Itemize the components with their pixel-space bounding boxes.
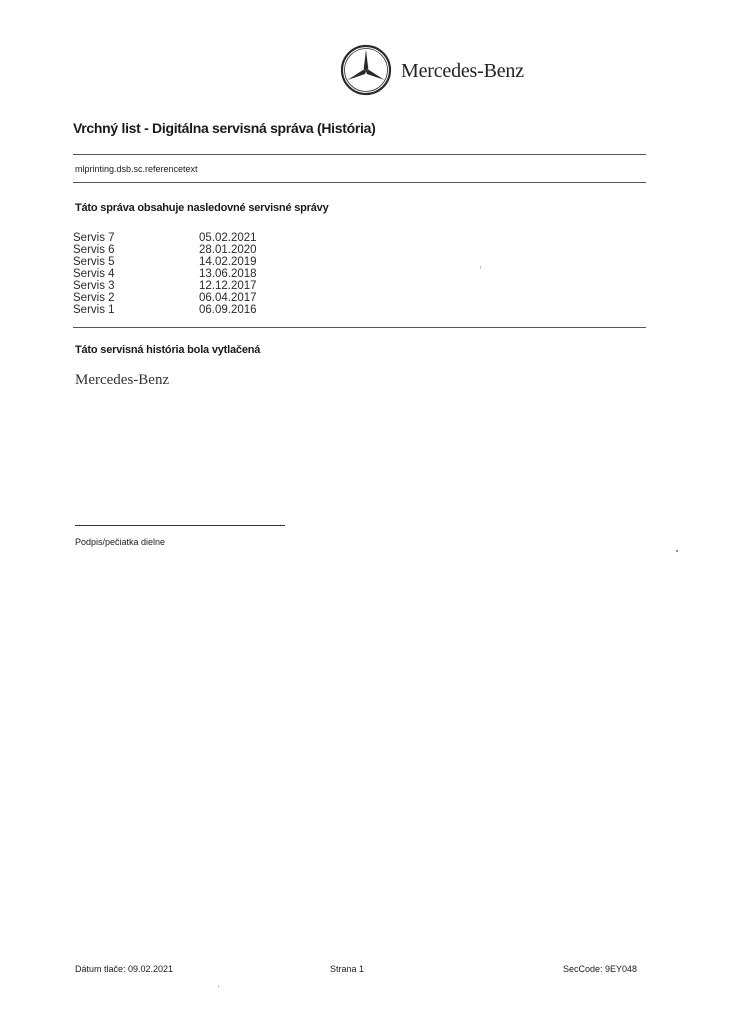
list-item	[73, 280, 373, 292]
sec-code: SecCode: 9EY048	[563, 964, 638, 974]
list-item	[73, 256, 373, 268]
services-list	[73, 232, 373, 316]
scan-speck	[480, 266, 481, 269]
service-date: 05.02.2021	[199, 232, 257, 244]
divider	[73, 182, 646, 183]
reference-text: mlprinting.dsb.sc.referencetext	[75, 164, 198, 174]
mercedes-star-icon	[340, 44, 392, 96]
divider	[73, 154, 646, 155]
service-date: 06.09.2016	[199, 304, 257, 316]
service-date: 12.12.2017	[199, 280, 257, 292]
service-name: Servis 4	[73, 268, 115, 280]
list-item	[73, 268, 373, 280]
signature-label: Podpis/pečiatka dielne	[75, 537, 166, 547]
service-name: Servis 6	[73, 244, 115, 256]
list-item	[73, 292, 373, 304]
printed-by: Mercedes-Benz	[75, 372, 170, 388]
divider	[73, 327, 646, 328]
service-name: Servis 2	[73, 292, 115, 304]
service-date: 13.06.2018	[199, 268, 257, 280]
scan-speck	[676, 550, 678, 552]
printed-heading: Táto servisná história bola vytlačená	[75, 344, 261, 356]
service-date: 06.04.2017	[199, 292, 257, 304]
page-number: Strana 1	[330, 964, 365, 974]
services-heading: Táto správa obsahuje nasledovné servisné správy	[75, 202, 329, 214]
service-date: 28.01.2020	[199, 244, 257, 256]
service-name: Servis 3	[73, 280, 115, 292]
print-date: Dátum tlače: 09.02.2021	[75, 964, 174, 974]
signature-line	[75, 525, 285, 526]
scan-speck	[218, 986, 219, 987]
service-date: 14.02.2019	[199, 256, 257, 268]
service-name: Servis 1	[73, 304, 115, 316]
document-title: Vrchný list - Digitálna servisná správa (História)	[73, 120, 376, 136]
list-item	[73, 304, 373, 316]
service-name: Servis 5	[73, 256, 115, 268]
service-name: Servis 7	[73, 232, 115, 244]
brand-name: Mercedes-Benz	[401, 60, 524, 82]
list-item	[73, 244, 373, 256]
list-item	[73, 232, 373, 244]
